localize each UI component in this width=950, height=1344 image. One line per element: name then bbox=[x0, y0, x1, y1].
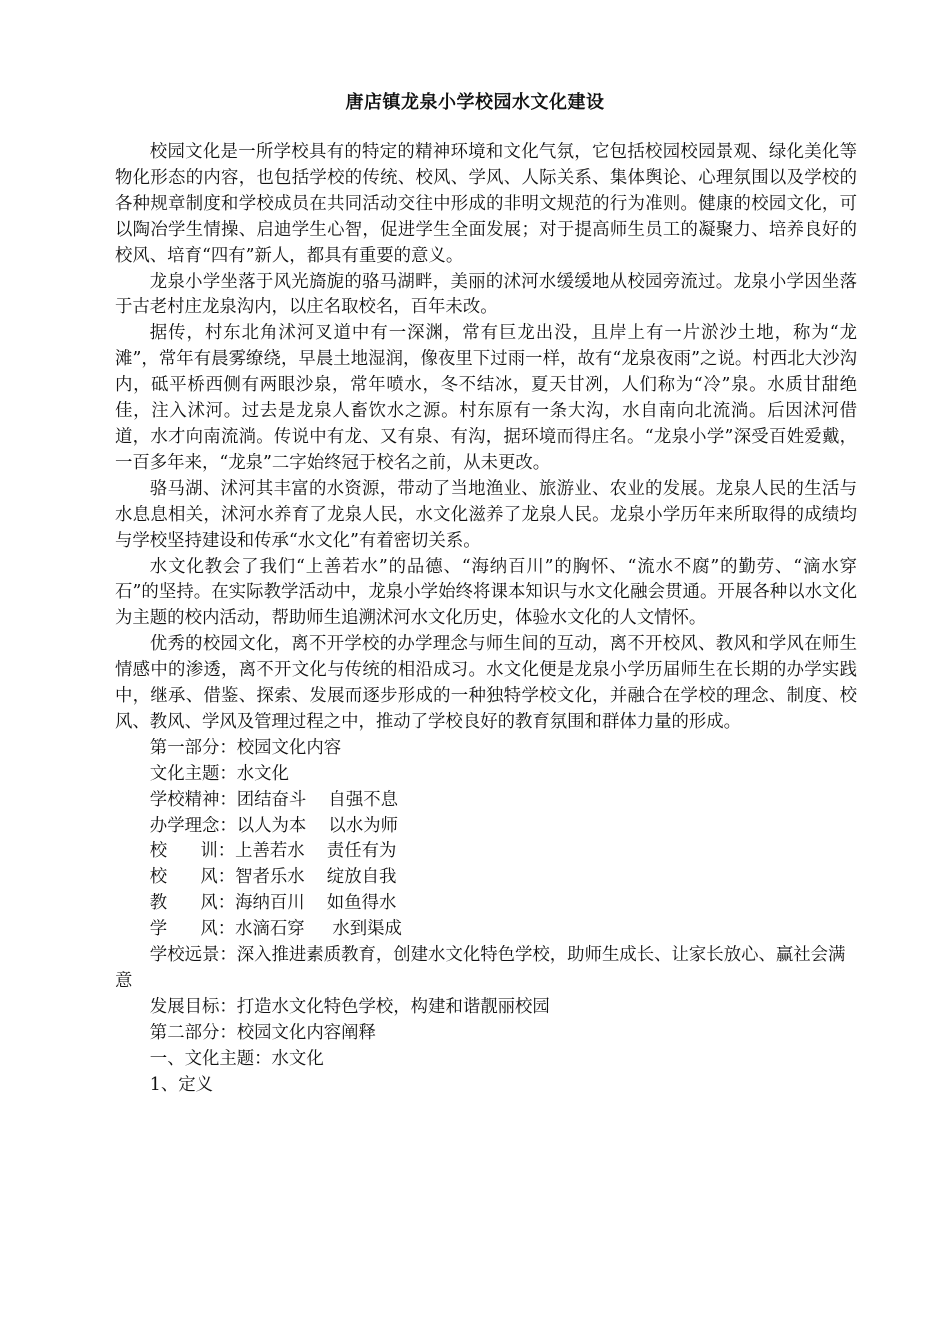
teaching-style-line: 教 风：海纳百川 如鱼得水 bbox=[149, 893, 397, 914]
paragraph-resources: 骆马湖、沭河其丰富的水资源，带动了当地渔业、旅游业、农业的发展。龙泉人民的生活与水息息相关，沭河水养育了龙泉人民，水文化滋养了龙泉人民。龙泉小学历年来所取得的成绩均与学校坚持建设和传承“水文化”有着密切关系。 bbox=[115, 478, 857, 551]
school-spirit-line: 学校精神：团结奋斗 自强不息 bbox=[149, 789, 398, 810]
section-heading-part-one: 第一部分：校园文化内容 bbox=[149, 737, 342, 758]
paragraph-legend: 据传，村东北角沭河叉道中有一深渊，常有巨龙出没，且岸上有一片淤沙土地，称为“龙滩”，常年有晨雾缭绕，早晨土地湿润，像夜里下过雨一样，故有“龙泉夜雨”之说。村西北大沙沟内，砥平桥西侧有两眼沙泉，常年喷水，冬不结冰，夏天甘冽，人们称为“冷”泉。水质甘甜绝佳，注入沭河。过去是龙泉人畜饮水之源。村东原有一条大沟，水自南向北流淌。后因沭河借道，水才向南流淌。传说中有龙、又有泉、有沟，据环境而得庄名。“龙泉小学”深受百姓爱戴，一百多年来，“龙泉”二字始终冠于校名之前，从未更改。 bbox=[115, 323, 857, 473]
study-style-line: 学 风：水滴石穿 水到渠成 bbox=[149, 919, 402, 940]
document-title: 唐店镇龙泉小学校园水文化建设 bbox=[345, 92, 605, 113]
section-heading-part-two: 第二部分：校园文化内容阐释 bbox=[149, 1022, 376, 1043]
subheading-definition: 1、定义 bbox=[149, 1074, 214, 1095]
paragraph-intro: 校园文化是一所学校具有的特定的精神环境和文化气氛，它包括校园校园景观、绿化美化等物化形态的内容，也包括学校的传统、校风、学风、人际关系、集体舆论、心理氛围以及学校的各种规章制度和学校成员在共同活动交往中形成的非明文规范的行为准则。健康的校园文化，可以陶冶学生情操、启迪学生心智，促进学生全面发展；对于提高师生员工的凝聚力、培养良好的校风、培育“四有”新人，都具有重要的意义。 bbox=[115, 142, 857, 266]
paragraph-campus-culture: 优秀的校园文化，离不开学校的办学理念与师生间的互动，离不开校风、教风和学风在师生情感中的渗透，离不开文化与传统的相沿成习。水文化便是龙泉小学历届师生在长期的办学实践中，继承、借鉴、探索、发展而逐步形成的一种独特学校文化，并融合在学校的理念、制度、校风、教风、学风及管理过程之中，推动了学校良好的教育氛围和群体力量的形成。 bbox=[115, 634, 857, 732]
paragraph-water-culture: 水文化教会了我们“上善若水”的品德、“海纳百川”的胸怀、“流水不腐”的勤劳、“滴水穿石”的坚持。在实际教学活动中，龙泉小学始终将课本知识与水文化融会贯通。开展各种以水文化为主题的校内活动，帮助师生追溯沭河水文化历史，体验水文化的人文情怀。 bbox=[115, 556, 857, 629]
school-ethos-line: 校 风：智者乐水 绽放自我 bbox=[149, 867, 397, 888]
school-philosophy-line: 办学理念：以人为本 以水为师 bbox=[149, 815, 398, 836]
school-vision-line: 学校远景：深入推进素质教育，创建水文化特色学校，助师生成长、让家长放心、赢社会满意 bbox=[115, 945, 846, 991]
subheading-culture-theme: 一、文化主题：水文化 bbox=[149, 1048, 324, 1069]
paragraph-location: 龙泉小学坐落于风光旖旎的骆马湖畔，美丽的沭河水缓缓地从校园旁流过。龙泉小学因坐落于古老村庄龙泉沟内，以庄名取校名，百年未改。 bbox=[115, 271, 857, 318]
school-motto-line: 校 训：上善若水 责任有为 bbox=[149, 841, 397, 862]
culture-theme-line: 文化主题：水文化 bbox=[149, 763, 289, 784]
document-body bbox=[115, 140, 857, 1099]
development-goal-line: 发展目标：打造水文化特色学校，构建和谐靓丽校园 bbox=[149, 996, 550, 1017]
